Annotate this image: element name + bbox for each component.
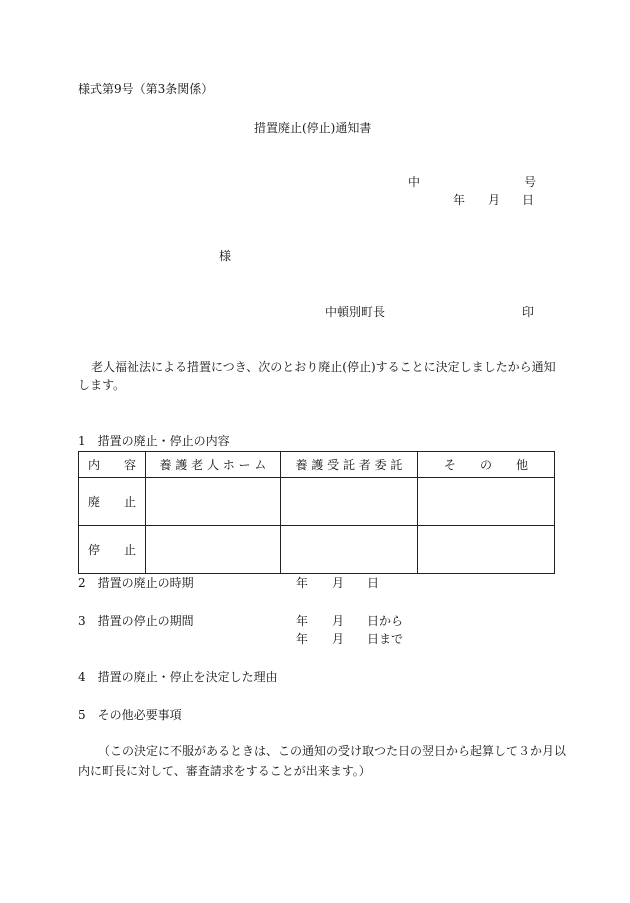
section2-day: 日	[367, 576, 380, 590]
cell-abolish-other	[418, 478, 555, 526]
date-day: 日	[522, 193, 535, 207]
row-label-suspend: 停 止	[79, 526, 146, 574]
number-prefix: 中	[408, 175, 421, 189]
header-content: 内 容	[79, 452, 146, 478]
section3-to-year: 年	[296, 632, 309, 646]
content-table	[78, 451, 555, 574]
form-number: 様式第9号（第3条関係）	[78, 82, 214, 96]
section3-from-month: 月	[332, 614, 345, 628]
row-label-abolish: 廃 止	[79, 478, 146, 526]
issuer-name: 中頓別町長	[325, 305, 386, 319]
header-foster-entrust: 養 護 受 託 者 委 託	[281, 452, 418, 478]
date-month: 月	[488, 193, 501, 207]
section3-heading: 3 措置の停止の期間	[78, 614, 194, 628]
section4-heading: 4 措置の廃止・停止を決定した理由	[78, 670, 278, 684]
section5-heading: 5 その他必要事項	[78, 708, 182, 722]
cell-abolish-foster	[281, 478, 418, 526]
seal-mark: 印	[522, 305, 535, 319]
note-line2: 内に町長に対して、審査請求をすることが出来ます。）	[78, 764, 371, 778]
section3-from-day: 日から	[367, 614, 404, 628]
section2-month: 月	[332, 576, 345, 590]
note-line1: （この決定に不服があるときは、この通知の受け取つた日の翌日から起算して３か月以	[98, 744, 567, 758]
body-text-line2: します。	[78, 378, 126, 392]
header-other: そ の 他	[418, 452, 555, 478]
section2-heading: 2 措置の廃止の時期	[78, 576, 194, 590]
section2-year: 年	[296, 576, 309, 590]
addressee-suffix: 様	[219, 249, 232, 263]
body-text-line1: 老人福祉法による措置につき、次のとおり廃止(停止)することに決定しましたから通知	[91, 360, 556, 374]
cell-suspend-nursing-home	[146, 526, 281, 574]
section3-to-day: 日まで	[367, 632, 404, 646]
header-nursing-home: 養 護 老 人 ホ ー ム	[146, 452, 281, 478]
section1-heading: 1 措置の廃止・停止の内容	[78, 434, 230, 448]
table-row-abolish	[79, 478, 555, 526]
table-header-row	[79, 452, 555, 478]
document-title: 措置廃止(停止)通知書	[254, 121, 372, 135]
table-row-suspend	[79, 526, 555, 574]
cell-suspend-other	[418, 526, 555, 574]
section3-from-year: 年	[296, 614, 309, 628]
date-year: 年	[453, 193, 466, 207]
section3-to-month: 月	[332, 632, 345, 646]
cell-suspend-foster	[281, 526, 418, 574]
number-suffix: 号	[524, 175, 537, 189]
cell-abolish-nursing-home	[146, 478, 281, 526]
